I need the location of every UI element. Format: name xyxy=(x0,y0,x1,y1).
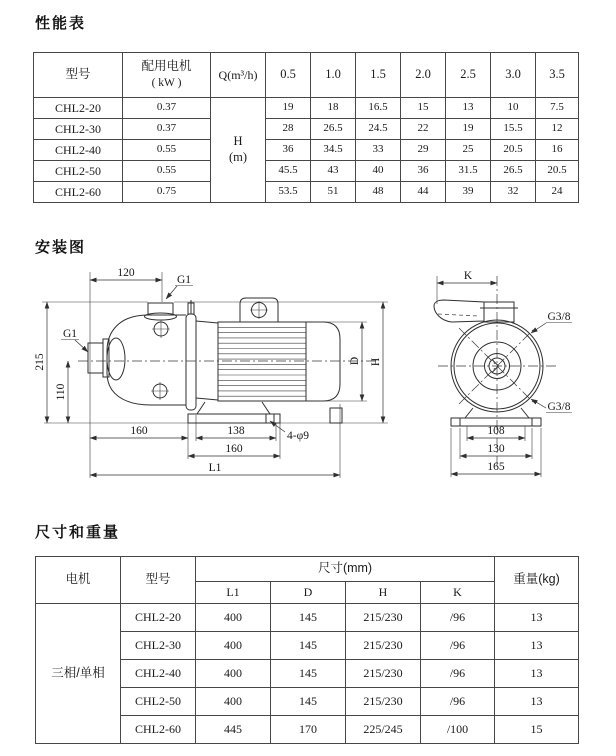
perf-power-cell: 0.55 xyxy=(123,140,211,161)
perf-cell: 16 xyxy=(536,140,579,161)
dim-label-h: H xyxy=(370,357,382,367)
motor-bracket xyxy=(196,398,218,400)
dims-model-cell: CHL2-40 xyxy=(121,660,196,688)
perf-model-cell: CHL2-20 xyxy=(34,98,123,119)
dim-label-160-base: 160 xyxy=(225,443,243,455)
perf-cell: 24.5 xyxy=(356,119,401,140)
perf-header-q6: 3.0 xyxy=(491,53,536,98)
perf-row-chl2-40 xyxy=(34,140,579,161)
pump-casing xyxy=(107,315,186,405)
perf-cell: 12 xyxy=(536,119,579,140)
perf-row-chl2-60 xyxy=(34,182,579,203)
perf-cell: 33 xyxy=(356,140,401,161)
callout-g1-left: G1 xyxy=(62,328,78,340)
perf-cell: 10 xyxy=(491,98,536,119)
perf-cell: 13 xyxy=(446,98,491,119)
dims-header-l1: L1 xyxy=(196,582,271,604)
perf-header-flow: Q(m³/h) xyxy=(211,53,266,98)
dims-cell: 13 xyxy=(495,688,579,716)
perf-cell: 44 xyxy=(401,182,446,203)
dims-header-weight: 重量(kg) xyxy=(495,557,579,604)
perf-model-cell: CHL2-50 xyxy=(34,161,123,182)
casing-bolt xyxy=(152,320,170,338)
dims-cell: 400 xyxy=(196,688,271,716)
dim-label-d: D xyxy=(349,356,361,366)
dim-label-120: 120 xyxy=(117,267,135,279)
clamp-band xyxy=(186,300,196,410)
casing-bolt xyxy=(151,382,169,400)
perf-power-cell: 0.75 xyxy=(123,182,211,203)
leader-line xyxy=(75,340,88,352)
callout-g38-top: G3/8 xyxy=(547,311,571,323)
perf-cell: 26.5 xyxy=(491,161,536,182)
perf-header-q4: 2.0 xyxy=(401,53,446,98)
perf-cell: 19 xyxy=(446,119,491,140)
performance-table xyxy=(33,52,579,203)
dims-cell: 13 xyxy=(495,632,579,660)
dims-header-motor: 电机 xyxy=(36,557,121,604)
perf-model-cell: CHL2-30 xyxy=(34,119,123,140)
perf-power-cell: 0.37 xyxy=(123,119,211,140)
head-label-h: H xyxy=(233,134,243,149)
perf-power-cell: 0.37 xyxy=(123,98,211,119)
dims-cell: 145 xyxy=(271,660,346,688)
perf-cell: 53.5 xyxy=(266,182,311,203)
perf-model-cell: CHL2-60 xyxy=(34,182,123,203)
perf-cell: 43 xyxy=(311,161,356,182)
perf-header-q7: 3.5 xyxy=(536,53,579,98)
perf-cell: 7.5 xyxy=(536,98,579,119)
dims-cell: /96 xyxy=(421,660,495,688)
top-port-g1 xyxy=(145,303,177,320)
perf-header-q2: 1.0 xyxy=(311,53,356,98)
dims-cell: 13 xyxy=(495,660,579,688)
dims-header-size-group: 尺寸(mm) xyxy=(196,557,495,582)
dims-model-cell: CHL2-20 xyxy=(121,604,196,632)
perf-header-motor-line2: ( kW ) xyxy=(151,77,182,89)
perf-header-motor xyxy=(123,53,211,98)
dims-model-cell: CHL2-60 xyxy=(121,716,196,744)
motor-lug xyxy=(240,298,278,322)
perf-cell: 32 xyxy=(491,182,536,203)
dims-motor-type-cell: 三相/单相 xyxy=(36,604,121,744)
dims-cell: 13 xyxy=(495,604,579,632)
callout-g1-top: G1 xyxy=(176,274,192,286)
perf-cell: 40 xyxy=(356,161,401,182)
dims-model-cell: CHL2-30 xyxy=(121,632,196,660)
dims-cell: /100 xyxy=(421,716,495,744)
perf-cell: 36 xyxy=(266,140,311,161)
dims-cell: 215/230 xyxy=(346,632,421,660)
pump-side-view xyxy=(34,267,388,478)
dims-cell: 215/230 xyxy=(346,688,421,716)
perf-header-q3: 1.5 xyxy=(356,53,401,98)
perf-cell: 20.5 xyxy=(536,161,579,182)
motor-body xyxy=(218,322,306,401)
perf-cell: 15 xyxy=(401,98,446,119)
perf-model-cell: CHL2-40 xyxy=(34,140,123,161)
perf-cell: 39 xyxy=(446,182,491,203)
perf-cell: 26.5 xyxy=(311,119,356,140)
dim-label-215: 215 xyxy=(34,353,46,371)
head-label-m: (m) xyxy=(228,150,248,164)
perf-cell: 25 xyxy=(446,140,491,161)
end-view-base xyxy=(451,408,541,426)
performance-section-title: 性能表 xyxy=(35,15,87,32)
leader-line xyxy=(531,323,546,333)
perf-cell: 24 xyxy=(536,182,579,203)
dims-cell: 445 xyxy=(196,716,271,744)
dims-cell: 145 xyxy=(271,688,346,716)
dims-cell: 145 xyxy=(271,604,346,632)
perf-row-chl2-30 xyxy=(34,119,579,140)
dims-cell: 400 xyxy=(196,660,271,688)
perf-header-q1: 0.5 xyxy=(266,53,311,98)
dim-label-130: 130 xyxy=(487,443,505,455)
dims-cell: /96 xyxy=(421,632,495,660)
dim-label-160-left: 160 xyxy=(130,425,148,437)
dims-cell: 170 xyxy=(271,716,346,744)
dims-header-model: 型号 xyxy=(121,557,196,604)
base-plate xyxy=(188,402,342,423)
perf-cell: 15.5 xyxy=(491,119,536,140)
bolt-hole xyxy=(266,414,274,423)
dims-cell: 15 xyxy=(495,716,579,744)
dimensions-table xyxy=(35,556,579,744)
perf-cell: 22 xyxy=(401,119,446,140)
dims-cell: 400 xyxy=(196,604,271,632)
perf-cell: 20.5 xyxy=(491,140,536,161)
leader-line xyxy=(166,286,177,299)
perf-cell: 31.5 xyxy=(446,161,491,182)
perf-power-cell: 0.55 xyxy=(123,161,211,182)
dims-cell: 225/245 xyxy=(346,716,421,744)
perf-cell: 19 xyxy=(266,98,311,119)
dim-label-k: K xyxy=(463,270,473,282)
dims-header-d: D xyxy=(271,582,346,604)
installation-drawing xyxy=(0,258,616,508)
perf-cell: 34.5 xyxy=(311,140,356,161)
dims-cell: 215/230 xyxy=(346,660,421,688)
perf-row-chl2-50 xyxy=(34,161,579,182)
perf-cell: 36 xyxy=(401,161,446,182)
dimensions-section-title: 尺寸和重量 xyxy=(35,524,121,541)
callout-g38-bottom: G3/8 xyxy=(547,401,571,413)
motor-bracket xyxy=(196,321,218,323)
perf-row-chl2-20 xyxy=(34,98,579,119)
callout-bolt-holes: 4-φ9 xyxy=(287,430,309,442)
terminal-box xyxy=(434,300,518,322)
perf-cell: 29 xyxy=(401,140,446,161)
perf-cell: 16.5 xyxy=(356,98,401,119)
dims-cell: 215/230 xyxy=(346,604,421,632)
perf-cell: 48 xyxy=(356,182,401,203)
leader-line xyxy=(531,399,546,408)
dims-cell: 400 xyxy=(196,632,271,660)
perf-head-unit-cell xyxy=(211,98,266,203)
perf-cell: 18 xyxy=(311,98,356,119)
dim-label-138: 138 xyxy=(227,425,245,437)
motor-end-cap xyxy=(306,322,340,401)
perf-header-model: 型号 xyxy=(34,53,123,98)
perf-cell: 51 xyxy=(311,182,356,203)
perf-header-motor-line1: 配用电机 xyxy=(141,59,192,74)
dims-model-cell: CHL2-50 xyxy=(121,688,196,716)
dims-cell: /96 xyxy=(421,604,495,632)
installation-section-title: 安装图 xyxy=(35,239,87,256)
dims-header-k: K xyxy=(421,582,495,604)
dim-label-108: 108 xyxy=(487,425,505,437)
dims-row-chl2-20 xyxy=(36,604,579,632)
perf-header-q5: 2.5 xyxy=(446,53,491,98)
dims-header-h: H xyxy=(346,582,421,604)
perf-cell: 28 xyxy=(266,119,311,140)
dim-label-165: 165 xyxy=(487,461,505,473)
dims-cell: 145 xyxy=(271,632,346,660)
dims-cell: /96 xyxy=(421,688,495,716)
dim-label-l1: L1 xyxy=(208,462,222,474)
pump-end-view xyxy=(434,270,572,477)
dim-label-110: 110 xyxy=(55,383,67,401)
perf-cell: 45.5 xyxy=(266,161,311,182)
